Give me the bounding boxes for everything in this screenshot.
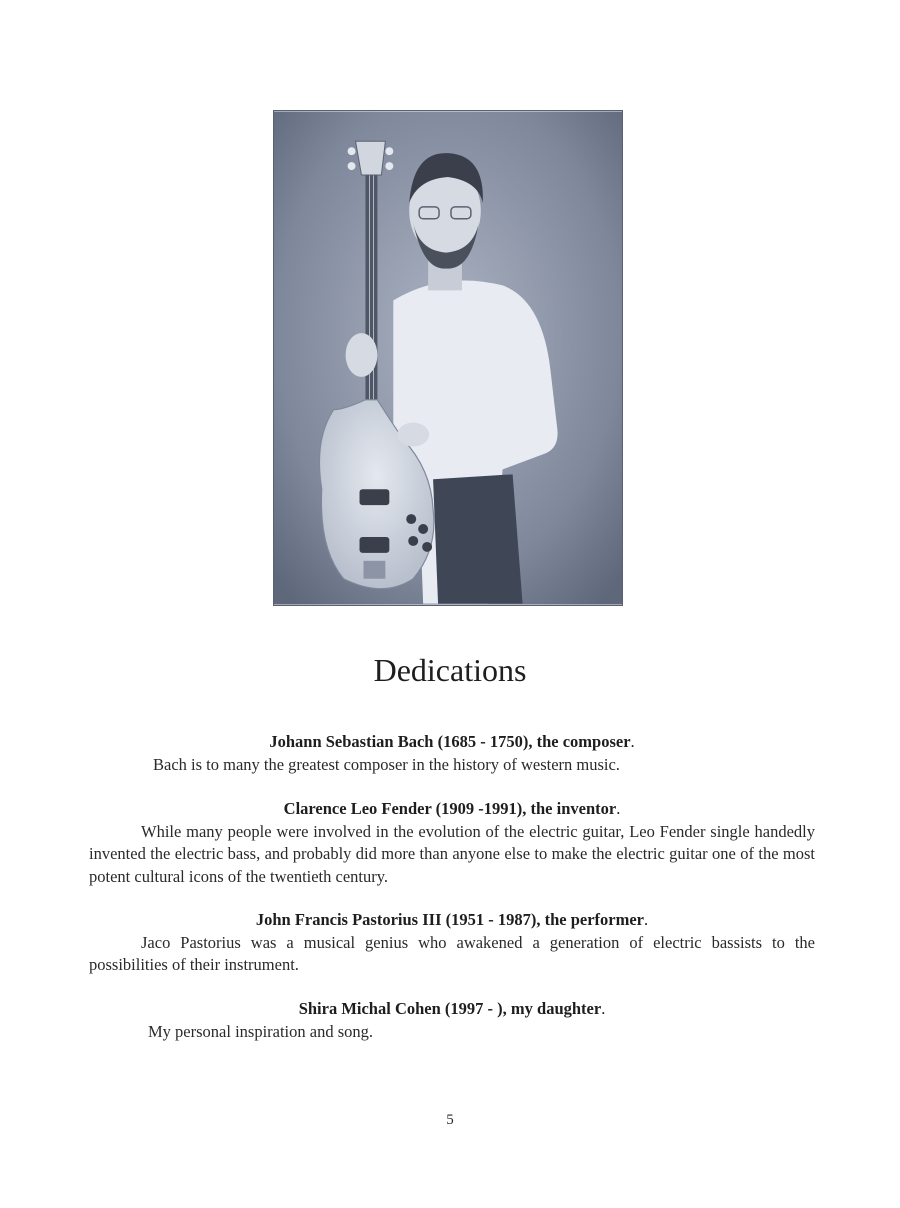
dedication-heading: Shira Michal Cohen (1997 - ), my daughter. <box>298 999 606 1018</box>
dedication-text: While many people were involved in the evolution of the electric guitar, Leo Fender single handedly invented the electric bass, and probably did more than anyone else to make the electric guitar one of the most potent cultural icons of the twentieth century. <box>89 821 815 886</box>
dedication-entry-cohen <box>89 998 815 1043</box>
dedication-heading: John Francis Pastorius III (1951 - 1987), the performer. <box>255 910 649 929</box>
author-photo <box>273 110 623 606</box>
page-title: Dedications <box>373 652 527 688</box>
dedication-heading: Clarence Leo Fender (1909 -1991), the inventor. <box>283 799 621 818</box>
dedication-text: My personal inspiration and song. <box>148 1021 374 1041</box>
dedication-entry-fender <box>89 798 815 888</box>
dedication-entry-bach <box>89 731 815 776</box>
dedication-text: Jaco Pastorius was a musical genius who awakened a generation of electric bassists to the possibilities of their instrument. <box>89 932 815 974</box>
dedication-entry-pastorius <box>89 909 815 977</box>
dedication-heading: Johann Sebastian Bach (1685 - 1750), the composer. <box>269 732 635 751</box>
page-number: 5 <box>446 1112 454 1128</box>
dedication-text: Bach is to many the greatest composer in the history of western music. <box>153 754 620 774</box>
